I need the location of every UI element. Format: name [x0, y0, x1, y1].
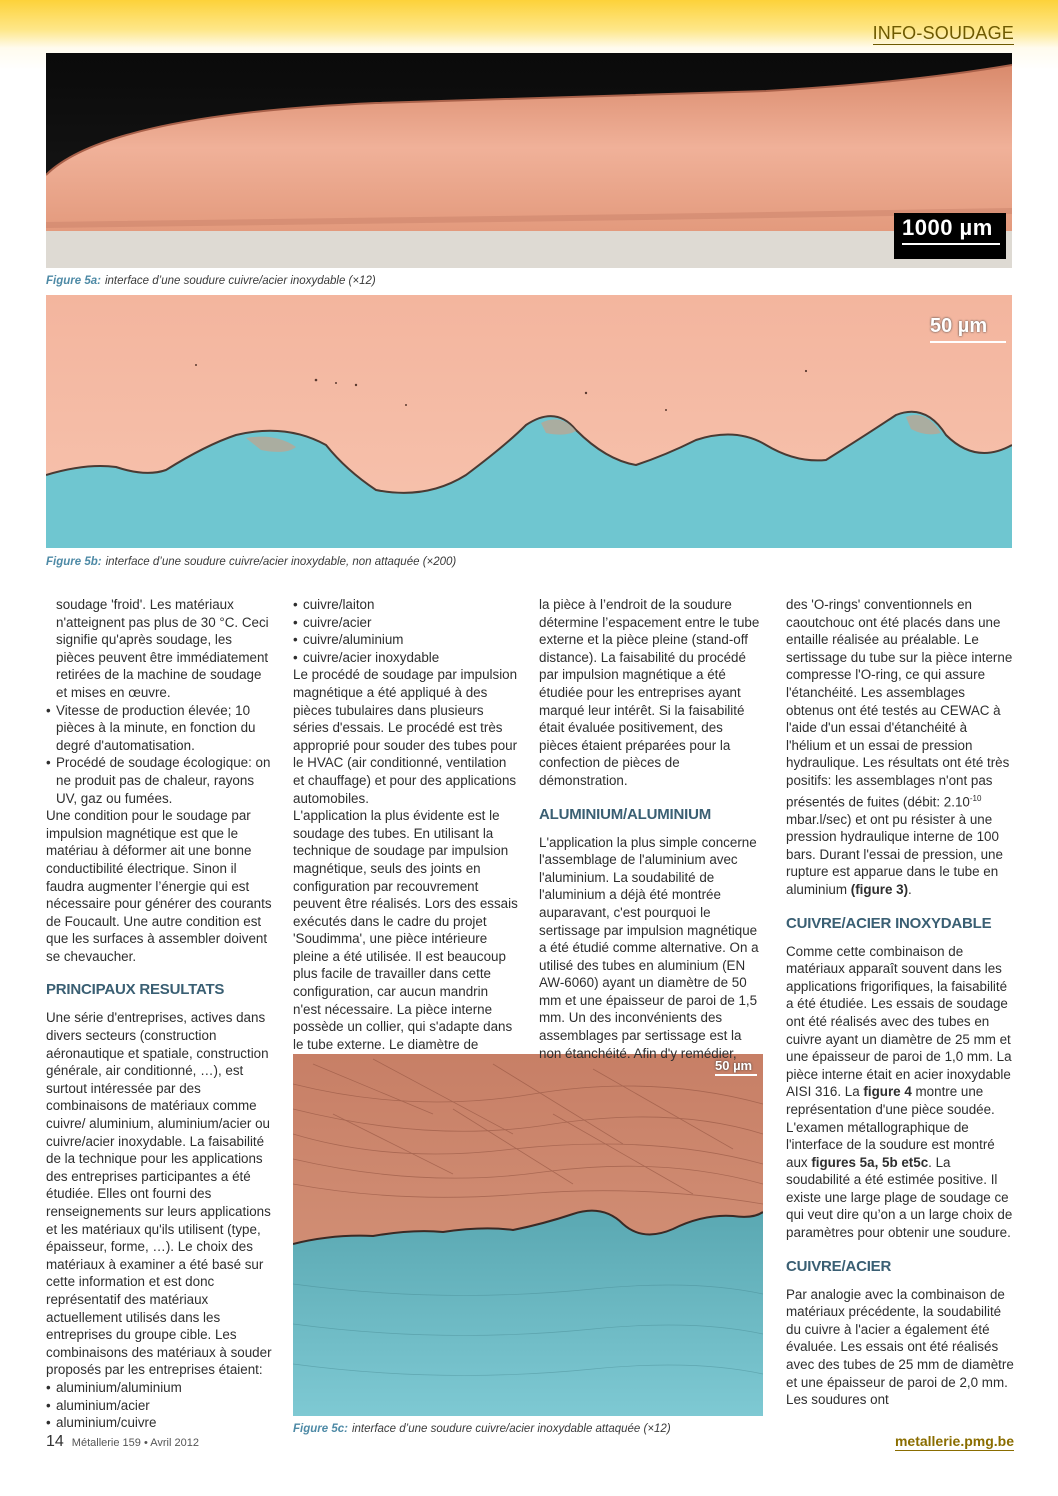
figure-5b-image — [46, 295, 1012, 548]
figure-5a-scale-bar — [902, 243, 1000, 245]
col4-paragraph-2 — [786, 943, 1014, 1242]
figure-5a-image — [46, 53, 1012, 268]
column-3 — [539, 596, 765, 1062]
figure-5a-label: Figure 5a: — [46, 275, 101, 287]
col4-p1-figure-ref: (figure 3) — [850, 881, 909, 897]
col4-p1-text-a: des 'O-rings' conventionnels en caoutchouc ont été placés dans une entaille réalisée au préalable. Le sertissage du tube sur la pièce interne compresse l'O-ring, ce qui assure l'étanchéité. Les assemblages obtenus ont été testés au CEWAC à l'aide d'un essai d'étanchéité à l'hélium et un essai de pression hydraulique. Les résultats ont été très positifs: les assemblages n'ont pas présentés de fuites (débit: 2.10 — [786, 597, 1013, 809]
figure-5a-caption-text: interface d’une soudure cuivre/acier inoxydable (×12) — [104, 275, 376, 287]
figure-5c-caption-text: interface d’une soudure cuivre/acier inoxydable attaquée (×12) — [351, 1423, 671, 1435]
figure-5c-image — [293, 1054, 763, 1416]
page-number: 14 — [46, 1433, 64, 1450]
col1-bullet-1: • Vitesse de production élevée; 10 pièces à la minute, en fonction du degré d'automatisation. — [46, 702, 272, 755]
figure-5b-caption-text: interface d’une soudure cuivre/acier inoxydable, non attaquée (×200) — [105, 556, 457, 568]
figure-5c-label: Figure 5c: — [293, 1423, 348, 1435]
col4-p2-text-c: . La soudabilité a été estimée positive. Il existe une large plage de soudage ce qui veut dire qu’on a un large choix de paramètres pour obtenir une soudure. — [786, 1154, 1013, 1241]
col1-list-item-2: • aluminium/acier — [46, 1397, 272, 1415]
col1-paragraph-2: Une condition pour le soudage par impulsion magnétique est que le matériau à déformer ait une bonne conductibilité électrique. Sinon il faudra augmenter l’énergie qui est nécessaire pour générer des courants de Foucault. Une autre condition est que les surfaces à assembler doivent se chevaucher. — [46, 808, 272, 964]
col2-paragraph-2: L'application la plus évidente est le soudage des tubes. En utilisant la technique de soudage par impulsion magnétique, seuls des joints en configuration par recouvrement peuvent être réalisés. Lors des essais exécutés dans le cadre du projet 'Soudimma', une pièce intérieure pleine a été utilisée. Il est beaucoup plus facile de travailler dans cette configuration, car aucun mandrin n'est nécessaire. La pièce interne possède un collier, qui s'adapte dans le tube externe. Le diamètre de — [293, 808, 518, 1052]
heading-principaux-resultats: PRINCIPAUX RESULTATS — [46, 981, 225, 999]
heading-cuivre-acier: CUIVRE/ACIER — [786, 1257, 892, 1275]
col1-bullet-2: • Procédé de soudage écologique: on ne produit pas de chaleur, rayons UV, gaz ou fumées. — [46, 754, 272, 807]
col3-paragraph-2: L'application la plus simple concerne l'assemblage de l'aluminium avec l'aluminium. La soudabilité de l'aluminium a déjà été montrée auparavant, c'est pourquoi le sertissage par impulsion magnétique a été étudié comme alternative. On a utilisé des tubes en aluminium (EN AW-6060) ayant un diamètre de 50 mm et une épaisseur de paroi de 1,5 mm. Un des inconvénients des assemblages par sertissage est la non étanchéité. Afin d'y remédier, — [539, 834, 759, 1061]
col2-list-item-3: • cuivre/aluminium — [293, 631, 519, 649]
col4-paragraph-3: Par analogie avec la combinaison de matériaux précédente, la soudabilité du cuivre à l'acier a également été évaluée. Les essais ont été réalisés avec des tubes de 25 mm de diamètre et une épaisseur de paroi de 2,0 mm. Les soudures ont — [786, 1286, 1014, 1408]
section-label: INFO-SOUDAGE — [872, 23, 1014, 43]
figure-5c-scale-label: 50 µm — [715, 1058, 753, 1073]
figure-5a-caption — [46, 275, 376, 287]
col4-p2-text-b: montre une représentation d'une pièce soudée. L'examen métallographique de l'interface de la soudure est montré aux — [786, 1084, 995, 1170]
col4-p1-exponent: -10 — [969, 793, 982, 803]
figure-5a-scale-label: 1000 µm — [902, 215, 993, 240]
heading-cuivre-acier-inoxydable: CUIVRE/ACIER INOXYDABLE — [786, 914, 992, 932]
col2-list-item-4: • cuivre/acier inoxydable — [293, 649, 519, 667]
col1-list-item-3: • aluminium/cuivre — [46, 1414, 272, 1432]
column-4 — [786, 596, 1014, 1409]
col2-list-item-2: • cuivre/acier — [293, 614, 519, 632]
col4-p2-figure-ref-2: figures 5a, 5b et5c — [811, 1154, 929, 1170]
footer-website-link[interactable]: metallerie.pmg.be — [894, 1433, 1014, 1449]
heading-aluminium-aluminium: ALUMINIUM/ALUMINIUM — [539, 805, 712, 823]
col1-paragraph-3: Une série d'entreprises, actives dans divers secteurs (construction aéronautique et spatiale, construction générale, air conditionné, …), est surtout intéressée par des combinaisons de matériaux comme cuivre/ aluminium, aluminium/acier ou cuivre/acier inoxydable. La faisabilité de la technique pour les applications des entreprises participantes a été étudiée. Elles ont fourni des renseignements sur leurs applications et les matériaux qu'ils utilisent (type, épaisseur, forme, …). Le choix des matériaux à examiner a été basé sur cette information et est donc représentatif des matériaux actuellement utilisés dans les entreprises du groupe cible. Les combinaisons des matériaux à souder proposés par les entreprises étaient: — [46, 1010, 272, 1378]
figure-5c-caption — [293, 1423, 671, 1435]
col2-paragraph-1: Le procédé de soudage par impulsion magnétique a été appliqué à des pièces tubulaires dans plusieurs séries d'essais. Le procédé est très approprié pour souder des tubes pour le HVAC (air conditionné, ventilation et chauffage) et pour des applications automobiles. — [293, 667, 518, 806]
col4-p2-figure-ref-1: figure 4 — [863, 1084, 912, 1100]
col4-paragraph-1 — [786, 596, 1014, 899]
col1-list-item-1: • aluminium/aluminium — [46, 1379, 272, 1397]
column-1 — [46, 596, 272, 1432]
col4-p1-end: . — [908, 881, 912, 897]
col2-list-item-1: • cuivre/laiton — [293, 596, 519, 614]
figure-5b-caption — [46, 556, 456, 568]
footer-issue-info — [46, 1433, 199, 1451]
figure-5c-scale-bar — [715, 1074, 757, 1076]
col4-p1-text-b: mbar.l/sec) et ont pu résister à une pression hydraulique interne de 100 bars. Durant l'essai de pression, une rupture est apparue dans le tube en aluminium — [786, 811, 1003, 897]
column-2 — [293, 596, 519, 1053]
col1-paragraph-1: soudage 'froid'. Les matériaux n'atteignent pas plus de 30 °C. Ceci signifie qu'après soudage, les pièces peuvent être immédiatement retirées de la machine de soudage et mises en œuvre. — [56, 597, 269, 700]
issue-label: Métallerie 159 • Avril 2012 — [71, 1437, 199, 1449]
figure-5b-label: Figure 5b: — [46, 556, 102, 568]
figure-5b-scale-bar — [930, 341, 1006, 343]
col3-paragraph-1: la pièce à l’endroit de la soudure détermine l’espacement entre le tube externe et la pièce pleine (stand-off distance). La faisabilité du procédé par impulsion magnétique a été étudiée pour les entreprises ayant marqué leur intérêt. Si la faisabilité était évaluée positivement, des pièces étaient préparées pour la confection de pièces de démonstration. — [539, 597, 760, 788]
figure-5b-scale-label: 50 µm — [930, 315, 988, 337]
col4-p2-text-a: Comme cette combinaison de matériaux apparaît souvent dans les applications frigorifiques, la faisabilité a été étudiée. Les essais de soudage ont été réalisés avec des tubes en cuivre ayant un diamètre de 25 mm et une épaisseur de paroi de 1,0 mm. La pièce interne était en acier inoxydable AISI 316. La — [786, 943, 1012, 1100]
